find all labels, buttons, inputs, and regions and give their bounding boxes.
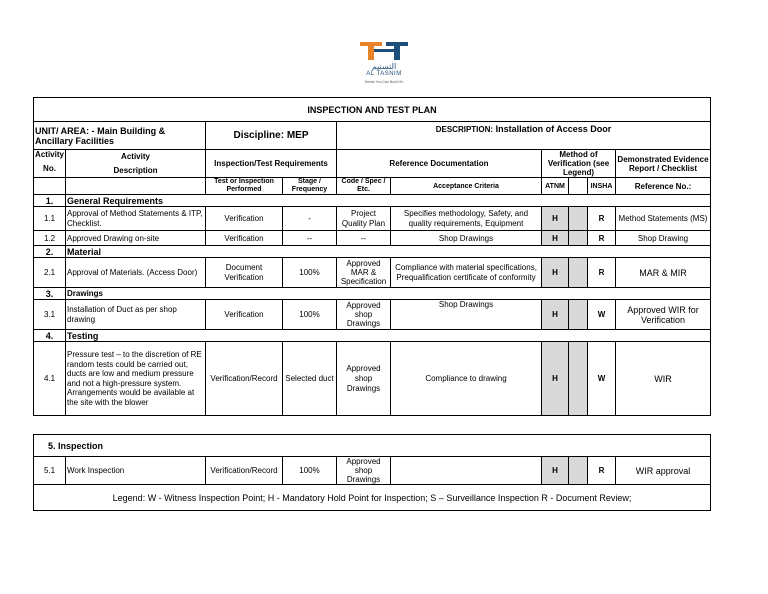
row-evidence: WIR approval bbox=[616, 457, 711, 485]
row-insha: W bbox=[588, 342, 616, 416]
header-no: No. bbox=[43, 164, 56, 173]
row-stage: -- bbox=[283, 231, 337, 246]
header-blank bbox=[569, 178, 588, 195]
row-criteria: Compliance to drawing bbox=[391, 342, 542, 416]
section-title: General Requirements bbox=[66, 195, 711, 207]
row-desc: Work Inspection bbox=[66, 457, 206, 485]
legend: Legend: W - Witness Inspection Point; H - Mandatory Hold Point for Inspection; S – Surveillance Inspection R - Document Review; bbox=[34, 485, 711, 511]
row-criteria: Shop Drawings bbox=[391, 300, 542, 330]
description-value: Installation of Access Door bbox=[495, 124, 612, 134]
logo-mark-icon bbox=[358, 40, 410, 62]
row-evidence: MAR & MIR bbox=[616, 258, 711, 288]
row-criteria bbox=[391, 457, 542, 485]
row-stage: 100% bbox=[283, 457, 337, 485]
unit-area: UNIT/ AREA: - Main Building & Ancillary Facilities bbox=[34, 122, 206, 150]
row-mid bbox=[569, 207, 588, 231]
header-description: Description bbox=[113, 166, 158, 175]
discipline: Discipline: MEP bbox=[206, 122, 337, 150]
row-stage: - bbox=[283, 207, 337, 231]
table-row bbox=[34, 258, 711, 288]
section-number: 3. bbox=[34, 288, 66, 300]
row-insha: R bbox=[588, 258, 616, 288]
table-row bbox=[34, 231, 711, 246]
row-test: Verification bbox=[206, 300, 283, 330]
row-criteria: Specifies methodology, Safety, and quality requirements, Equipment bbox=[391, 207, 542, 231]
company-logo bbox=[350, 40, 418, 90]
row-atnm: H bbox=[542, 300, 569, 330]
section-title: Testing bbox=[66, 330, 711, 342]
logo-english-text: AL TASNIM bbox=[366, 71, 402, 77]
table-row bbox=[34, 342, 711, 416]
itp-table bbox=[33, 97, 711, 416]
row-desc: Approved Drawing on-site bbox=[66, 231, 206, 246]
row-desc: Pressure test – to the discretion of RE random tests could be carried out, ducts are low and medium pressure and not a high-pressure system. Arrangements would be available at the site with the blower bbox=[66, 342, 206, 416]
logo-arabic-text: التسنيم bbox=[371, 62, 397, 71]
row-criteria: Compliance with material specifications, Prequalification certificate of conformity bbox=[391, 258, 542, 288]
section-number: 4. bbox=[34, 330, 66, 342]
row-code: Approved MAR & Specification bbox=[337, 258, 391, 288]
row-code: Approved shop Drawings bbox=[337, 300, 391, 330]
header-activity-no bbox=[34, 150, 66, 178]
header-desc-cont bbox=[66, 178, 206, 195]
row-evidence: Shop Drawing bbox=[616, 231, 711, 246]
section-title: Material bbox=[66, 246, 711, 258]
row-evidence: Approved WIR for Verification bbox=[616, 300, 711, 330]
row-evidence: Method Statements (MS) bbox=[616, 207, 711, 231]
row-atnm: H bbox=[542, 258, 569, 288]
section-number: 2. bbox=[34, 246, 66, 258]
row-test: Verification/Record bbox=[206, 457, 283, 485]
table-row bbox=[34, 300, 711, 330]
row-test: Document Verification bbox=[206, 258, 283, 288]
header-activity-desc-top: Activity bbox=[121, 152, 150, 161]
row-test: Verification bbox=[206, 231, 283, 246]
header-activity-top: Activity bbox=[35, 150, 64, 159]
row-evidence: WIR bbox=[616, 342, 711, 416]
header-activity-desc bbox=[66, 150, 206, 178]
header-method: Method of Verification (see Legend) bbox=[542, 150, 616, 178]
header-code-spec: Code / Spec / Etc. bbox=[337, 178, 391, 195]
row-no: 3.1 bbox=[34, 300, 66, 330]
row-code: Approved shop Drawings bbox=[337, 457, 391, 485]
description bbox=[337, 122, 711, 150]
row-insha: R bbox=[588, 207, 616, 231]
header-inspection-req: Inspection/Test Requirements bbox=[206, 150, 337, 178]
row-mid bbox=[569, 231, 588, 246]
row-criteria: Shop Drawings bbox=[391, 231, 542, 246]
description-label: DESCRIPTION: bbox=[435, 125, 494, 134]
logo-tagline: Deeds You Can Build On bbox=[364, 80, 404, 84]
table-row bbox=[34, 457, 711, 485]
row-mid bbox=[569, 258, 588, 288]
row-no: 5.1 bbox=[34, 457, 66, 485]
row-code: Project Quality Plan bbox=[337, 207, 391, 231]
header-no-cont bbox=[34, 178, 66, 195]
row-atnm: H bbox=[542, 457, 569, 485]
row-stage: Selected duct bbox=[283, 342, 337, 416]
row-test: Verification/Record bbox=[206, 342, 283, 416]
header-evidence: Demonstrated Evidence Report / Checklist bbox=[616, 150, 711, 178]
header-reference-doc: Reference Documentation bbox=[337, 150, 542, 178]
row-mid bbox=[569, 342, 588, 416]
header-atnm: ATNM bbox=[542, 178, 569, 195]
row-code: Approved shop Drawings bbox=[337, 342, 391, 416]
row-test: Verification bbox=[206, 207, 283, 231]
row-no: 1.2 bbox=[34, 231, 66, 246]
header-insha: INSHA bbox=[588, 178, 616, 195]
row-no: 1.1 bbox=[34, 207, 66, 231]
header-test-performed: Test or Inspection Performed bbox=[206, 178, 283, 195]
inspection-table bbox=[33, 434, 711, 511]
row-insha: R bbox=[588, 231, 616, 246]
row-code: -- bbox=[337, 231, 391, 246]
header-acceptance: Acceptance Criteria bbox=[391, 178, 542, 195]
row-desc: Installation of Duct as per shop drawing bbox=[66, 300, 206, 330]
row-mid bbox=[569, 300, 588, 330]
plan-title: INSPECTION AND TEST PLAN bbox=[34, 98, 711, 122]
row-atnm: H bbox=[542, 342, 569, 416]
row-no: 2.1 bbox=[34, 258, 66, 288]
row-stage: 100% bbox=[283, 258, 337, 288]
table-row bbox=[34, 207, 711, 231]
row-insha: W bbox=[588, 300, 616, 330]
row-atnm: H bbox=[542, 207, 569, 231]
header-stage: Stage / Frequency bbox=[283, 178, 337, 195]
row-stage: 100% bbox=[283, 300, 337, 330]
row-no: 4.1 bbox=[34, 342, 66, 416]
inspection-title: 5. Inspection bbox=[34, 435, 711, 457]
row-mid bbox=[569, 457, 588, 485]
section-number: 1. bbox=[34, 195, 66, 207]
row-desc: Approval of Method Statements & ITP, Checklist. bbox=[66, 207, 206, 231]
row-insha: R bbox=[588, 457, 616, 485]
row-atnm: H bbox=[542, 231, 569, 246]
section-title: Drawings bbox=[66, 288, 711, 300]
row-desc: Approval of Materials. (Access Door) bbox=[66, 258, 206, 288]
header-ref-no: Reference No.: bbox=[616, 178, 711, 195]
